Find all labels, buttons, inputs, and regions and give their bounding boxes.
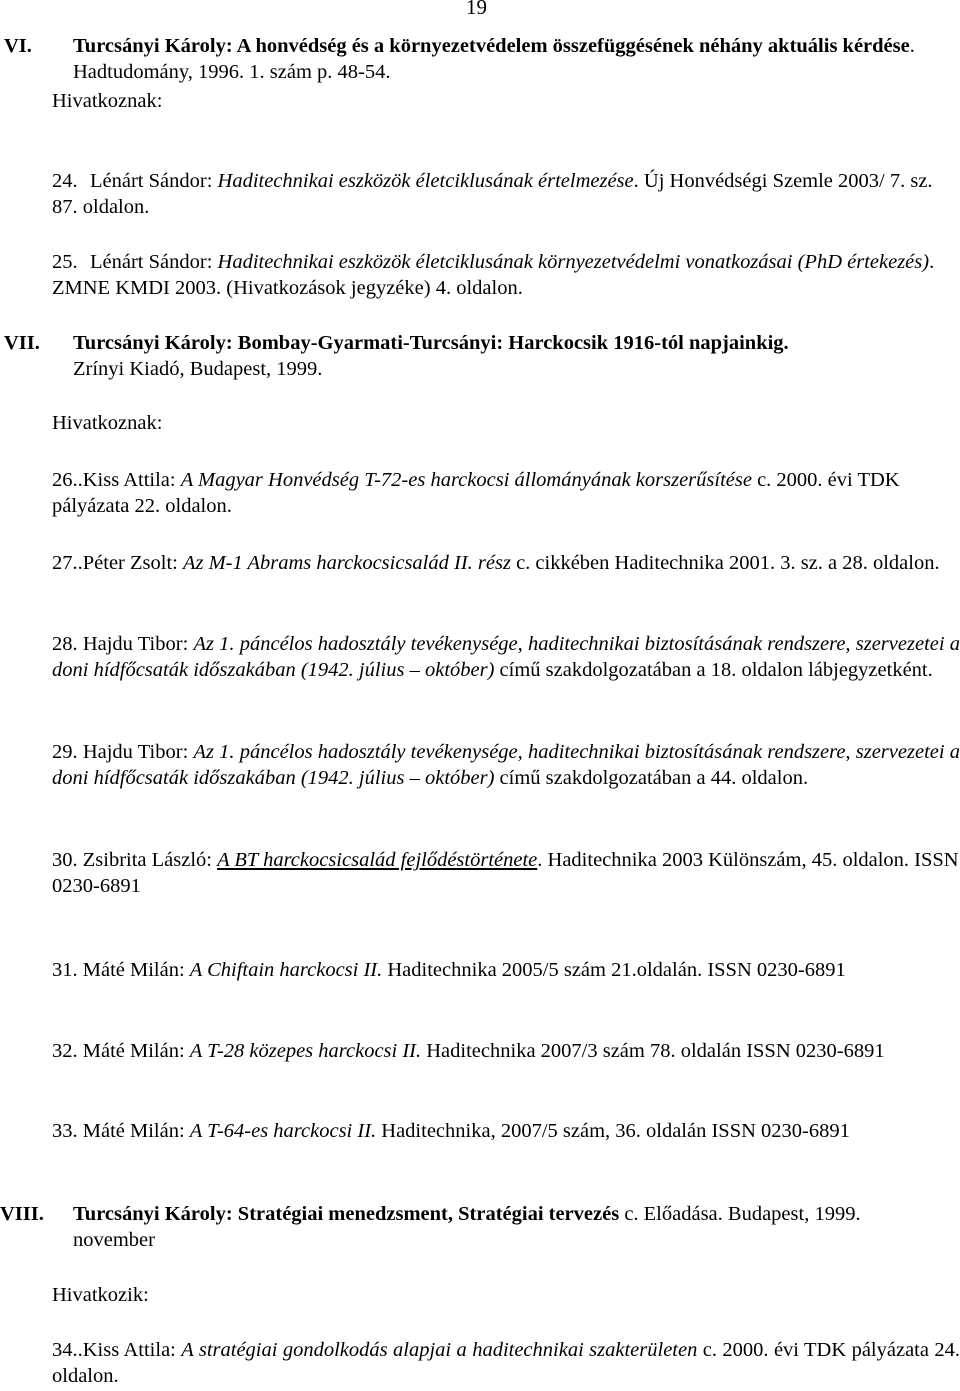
reference-title: A T-64-es harckocsi II. bbox=[189, 1120, 377, 1142]
section-title bbox=[73, 33, 953, 85]
reference-title: A Magyar Honvédség T-72-es harckocsi állományának korszerűsítése bbox=[180, 469, 752, 491]
reference-author: Máté Milán: bbox=[82, 1120, 190, 1142]
reference-number: 28. bbox=[52, 633, 78, 655]
references-label: Hivatkoznak: bbox=[52, 90, 163, 112]
reference-title: Az M-1 Abrams harckocsicsalád II. rész bbox=[182, 552, 511, 574]
reference-item bbox=[52, 467, 960, 519]
section-title-bold: Turcsányi Károly: A honvédség és a környezetvédelem összefüggésének néhány aktuális kérdése bbox=[73, 35, 910, 57]
reference-number: 26. bbox=[52, 469, 78, 491]
reference-title: A Chiftain harckocsi II. bbox=[189, 959, 383, 981]
reference-item bbox=[52, 168, 960, 220]
reference-item bbox=[52, 847, 960, 899]
reference-author: Zsibrita László: bbox=[82, 849, 218, 871]
reference-rest: Haditechnika 2005/5 szám 21.oldalán. ISSN 0230-6891 bbox=[382, 959, 846, 981]
page-number: 19 bbox=[466, 0, 487, 19]
reference-author: Lénárt Sándor: bbox=[90, 170, 218, 192]
reference-item bbox=[52, 1118, 960, 1144]
reference-rest: c. 2000. évi TDK pályázata 24. oldalon. bbox=[52, 1339, 960, 1387]
section-title-rest: c. Előadása. Budapest, 1999. november bbox=[73, 1203, 861, 1251]
section-numeral: VI. bbox=[4, 35, 32, 57]
references-label: Hivatkozik: bbox=[52, 1284, 149, 1306]
references-label: Hivatkoznak: bbox=[52, 412, 163, 434]
reference-number: 34. bbox=[52, 1339, 78, 1361]
reference-author: Máté Milán: bbox=[82, 1040, 190, 1062]
reference-number: 33. bbox=[52, 1120, 78, 1142]
section-title-rest: . Hadtudomány, 1996. 1. szám p. 48-54. bbox=[73, 35, 915, 83]
reference-number: 27. bbox=[52, 552, 78, 574]
reference-item bbox=[52, 1038, 960, 1064]
reference-item bbox=[52, 249, 960, 301]
section-numeral: VIII. bbox=[0, 1203, 44, 1225]
reference-number: 30. bbox=[52, 849, 78, 871]
reference-author: Lénárt Sándor: bbox=[90, 251, 218, 273]
reference-number: 29. bbox=[52, 741, 78, 763]
reference-author: Hajdu Tibor: bbox=[82, 633, 194, 655]
reference-number: 32. bbox=[52, 1040, 78, 1062]
reference-rest: . ZMNE KMDI 2003. (Hivatkozások jegyzéke) 4. oldalon. bbox=[52, 251, 935, 299]
reference-rest: című szakdolgozatában a 44. oldalon. bbox=[494, 767, 809, 789]
section-title bbox=[73, 330, 953, 382]
section-title-bold: Turcsányi Károly: Stratégiai menedzsment, Stratégiai tervezés bbox=[73, 1203, 620, 1225]
reference-title: Haditechnikai eszközök életciklusának környezetvédelmi vonatkozásai (PhD értekezés) bbox=[217, 251, 930, 273]
section-title-bold: Turcsányi Károly: Bombay-Gyarmati-Turcsányi: Harckocsik 1916-tól napjainkig. bbox=[73, 332, 789, 354]
reference-title: A stratégiai gondolkodás alapjai a haditechnikai szakterületen bbox=[181, 1339, 698, 1361]
section-numeral: VII. bbox=[4, 332, 40, 354]
reference-title: Haditechnikai eszközök életciklusának értelmezése bbox=[217, 170, 634, 192]
reference-rest: Haditechnika, 2007/5 szám, 36. oldalán ISSN 0230-6891 bbox=[376, 1120, 850, 1142]
reference-author: .Kiss Attila: bbox=[77, 469, 181, 491]
reference-author: Hajdu Tibor: bbox=[82, 741, 194, 763]
reference-item bbox=[52, 1337, 960, 1389]
reference-rest: . Új Honvédségi Szemle 2003/ 7. sz. 87. oldalon. bbox=[52, 170, 933, 218]
reference-rest: című szakdolgozatában a 18. oldalon lábjegyzetként. bbox=[494, 659, 933, 681]
reference-title: Az 1. páncélos hadosztály tevékenysége, haditechnikai biztosításának rendszere, szervezetei a doni hídfőcsaták időszakában (1942. július – október) bbox=[52, 741, 960, 789]
reference-item bbox=[52, 631, 960, 683]
reference-author: Máté Milán: bbox=[82, 959, 190, 981]
section-title-rest: Zrínyi Kiadó, Budapest, 1999. bbox=[73, 358, 323, 380]
reference-author: .Kiss Attila: bbox=[77, 1339, 182, 1361]
reference-rest: c. 2000. évi TDK pályázata 22. oldalon. bbox=[52, 469, 900, 517]
reference-title: A BT harckocsicsalád fejlődéstörténete bbox=[217, 849, 538, 871]
reference-number: 25. bbox=[52, 251, 78, 273]
reference-rest: c. cikkében Haditechnika 2001. 3. sz. a 28. oldalon. bbox=[510, 552, 940, 574]
reference-item bbox=[52, 550, 960, 576]
reference-author: .Péter Zsolt: bbox=[77, 552, 183, 574]
reference-rest: . Haditechnika 2003 Különszám, 45. oldalon. ISSN 0230-6891 bbox=[52, 849, 959, 897]
reference-number: 31. bbox=[52, 959, 78, 981]
section-title bbox=[73, 1201, 933, 1253]
reference-title: Az 1. páncélos hadosztály tevékenysége, haditechnikai biztosításának rendszere, szervezetei a doni hídfőcsaták időszakában (1942. július – október) bbox=[52, 633, 960, 681]
reference-rest: Haditechnika 2007/3 szám 78. oldalán ISSN 0230-6891 bbox=[421, 1040, 885, 1062]
reference-item bbox=[52, 739, 960, 791]
reference-title: A T-28 közepes harckocsi II. bbox=[189, 1040, 422, 1062]
reference-number: 24. bbox=[52, 170, 78, 192]
reference-item bbox=[52, 957, 960, 983]
